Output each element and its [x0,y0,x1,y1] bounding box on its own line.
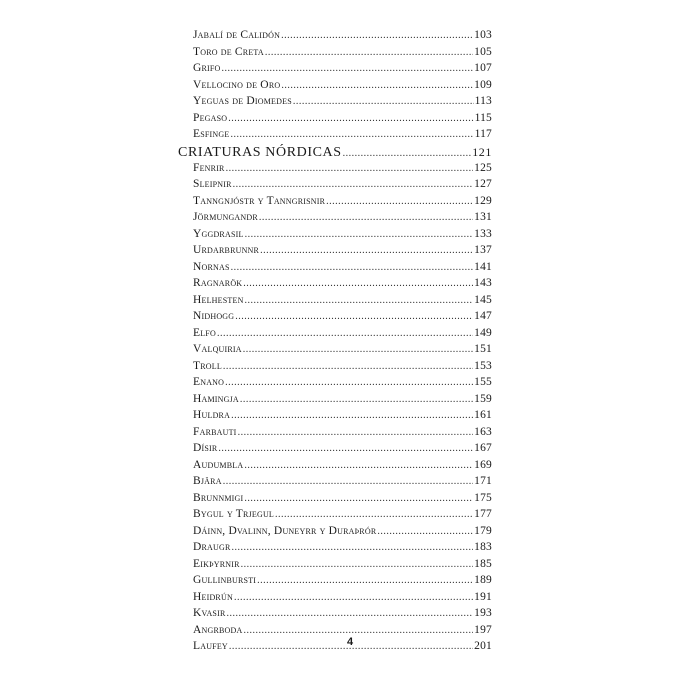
dot-leader [233,179,473,190]
dot-leader [230,129,473,140]
toc-page-number: 185 [474,557,492,570]
dot-leader [245,229,474,240]
toc-entry [178,360,492,377]
dot-leader [244,460,473,471]
toc-title: Nornas [193,260,230,273]
dot-leader [217,328,473,339]
toc-page-number: 191 [474,590,492,603]
toc-title: Kvasir [193,607,226,619]
toc-title: Urdarbrunnr [193,244,260,256]
dot-leader [234,592,473,603]
toc-entry [178,294,492,311]
dot-leader [232,542,474,553]
toc-page-number: 141 [474,260,492,273]
toc-page-number: 107 [474,62,492,74]
toc-page-number: 183 [474,541,492,553]
toc-page-number: 193 [474,607,492,619]
dot-leader [244,493,473,504]
toc-title: Jörmungandr [193,211,258,223]
toc-entry [178,343,492,360]
toc-entry [178,95,492,112]
toc-entry [178,426,492,443]
dot-leader [326,196,473,207]
toc-title: Dísir [193,442,218,454]
toc-title: Sleipnir [193,178,232,190]
toc-title: Gullinbursti [193,574,257,586]
toc-title: Vellocino de Oro [193,78,281,91]
toc-entry [178,195,492,212]
toc-title: Nidhogg [193,310,235,322]
dot-leader [223,476,473,487]
toc-entry [178,327,492,344]
toc-entry [178,541,492,558]
dot-leader [240,394,473,405]
toc-title: Audumbla [193,458,244,471]
toc-entry [178,211,492,228]
toc-page-number: 177 [474,508,492,520]
page-number: 4 [346,636,354,648]
toc-entry [178,228,492,245]
toc-entry [178,29,492,46]
toc-page-number: 155 [474,376,492,388]
dot-leader [231,262,474,273]
toc-entry [178,591,492,608]
dot-leader [225,377,473,388]
toc-page-number: 113 [474,95,492,107]
toc-title: Esfinge [193,128,230,140]
toc-entry [178,277,492,294]
dot-leader [226,608,473,619]
toc-title: Valquiria [193,343,242,355]
toc-page-number: 109 [474,78,492,91]
dot-leader [275,509,473,520]
dot-leader [218,443,473,454]
toc-page-number: 179 [474,524,492,537]
toc-entry [178,459,492,476]
toc-page-number: 151 [474,343,492,355]
dot-leader [238,427,474,438]
dot-leader [265,47,473,58]
toc-entry [178,574,492,591]
toc-title: Brunnmigi [193,491,244,504]
toc-title: Bygul y Trjegul [193,508,275,520]
toc-page-number: 103 [474,29,492,41]
toc-title: Huldra [193,409,231,421]
toc-title: Elfo [193,326,216,339]
toc-title: Helhesten [193,293,244,306]
toc-title: Fenrir [193,161,225,174]
toc-title: Pegaso [193,111,228,124]
toc-title: Dáinn, Dvalinn, Duneyrr y Duraþrór [193,524,377,537]
dot-leader [243,344,473,355]
toc-page-number: 159 [474,392,492,405]
dot-leader [257,575,473,586]
toc-page-number: 131 [474,211,492,223]
dot-leader [245,295,474,306]
dot-leader [293,96,474,107]
toc-title: Tanngnjóstr y Tanngrisnir [193,194,326,207]
toc-entry [178,128,492,145]
dot-leader [228,113,473,124]
toc-title: Yeguas de Diomedes [193,95,292,107]
toc-entry [178,79,492,96]
toc-title: Hamingja [193,392,239,405]
dot-leader [226,163,474,174]
toc-title: Jabalí de Calidón [193,29,281,41]
toc-title: Toro de Creta [193,45,264,58]
toc-page-number: 115 [474,111,492,124]
toc-entry [178,261,492,278]
toc-page-number: 197 [474,623,492,636]
toc-title: Eikþyrnir [193,557,240,570]
dot-leader [243,278,473,289]
toc-title: Enano [193,376,225,388]
toc-section [178,145,492,162]
toc-entry [178,492,492,509]
dot-leader [260,245,473,256]
toc-title: Laufey [193,640,228,652]
toc-title: Troll [193,359,222,372]
toc-page-number: 129 [474,194,492,207]
toc-entry [178,442,492,459]
toc-page-number: 171 [474,475,492,487]
toc-entry [178,508,492,525]
toc-page-number: 163 [474,425,492,438]
dot-leader [377,526,473,537]
dot-leader [243,625,473,636]
toc-title: Angrboda [193,623,243,636]
toc-title: Farbauti [193,425,237,438]
toc-page-number: 169 [474,458,492,471]
dot-leader [223,361,473,372]
dot-leader [259,212,473,223]
toc-page-number: 167 [474,442,492,454]
dot-leader [235,311,473,322]
dot-leader [222,63,474,74]
toc-title: Grifo [193,62,221,74]
toc-page-number: 161 [474,409,492,421]
toc-entry [178,525,492,542]
toc-entry [178,558,492,575]
toc-entry [178,62,492,79]
toc-page-number: 121 [472,144,492,159]
toc-entry [178,376,492,393]
dot-leader [281,80,473,91]
toc-title: CRIATURAS NÓRDICAS [178,144,342,160]
toc-entry [178,393,492,410]
toc-page-number: 201 [474,640,492,652]
toc-page-number: 175 [474,491,492,504]
toc-entry [178,178,492,195]
toc-entry [178,409,492,426]
toc-page-number: 133 [474,227,492,240]
toc-page-number: 149 [474,326,492,339]
toc-page-number: 117 [474,128,492,140]
toc-title: Ragnarök [193,277,243,289]
toc-entry [178,112,492,129]
toc-title: Draugr [193,541,231,553]
dot-leader [241,559,474,570]
toc-page-number: 137 [474,244,492,256]
toc-title: Heidrún [193,590,233,603]
toc-page-number: 153 [474,359,492,372]
dot-leader [281,30,473,41]
toc-page-number: 145 [474,293,492,306]
toc-page-number: 147 [474,310,492,322]
toc-title: Yggdrasil [193,227,244,240]
toc-page-number: 143 [474,277,492,289]
toc-page-number: 125 [474,161,492,174]
dot-leader [231,410,473,421]
table-of-contents [178,29,492,657]
toc-title: Bjära [193,475,222,487]
toc-entry [178,244,492,261]
toc-page-number: 127 [474,178,492,190]
toc-page-number: 105 [474,45,492,58]
toc-entry [178,607,492,624]
toc-entry [178,310,492,327]
toc-page-number: 189 [474,574,492,586]
toc-entry [178,475,492,492]
toc-entry [178,46,492,63]
dot-leader [343,148,472,159]
toc-entry [178,162,492,179]
